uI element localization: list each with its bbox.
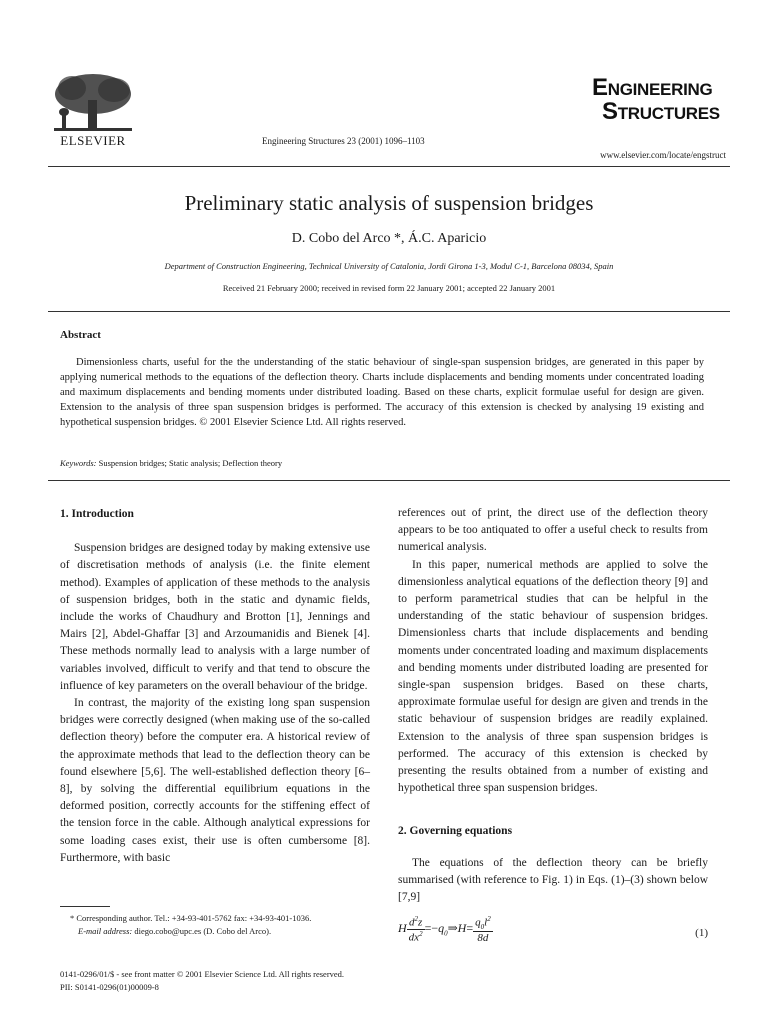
abstract-text: Dimensionless charts, useful for the the understanding of the static behaviour of single-span suspension bridges, are generated in this paper by applying numerical methods to the equations of the deflection theory. Charts include displacements and bending moments under concentrated loading and maximum displacements and bending moments under distributed loading. Based on these charts, explicit formulae useful for design are given. Extension to the analysis of three span suspension bridges is performed. The accuracy of this extension is checked by analysing 19 existing and hypothetical suspension bridges. © 2001 Elsevier Science Ltd. All rights reserved. — [60, 357, 704, 428]
right-paragraph-1: references out of print, the direct use of the deflection theory appears to be too antiquated to offer a useful check to results from numerical analysis. — [398, 507, 708, 554]
equation-number: (1) — [695, 927, 708, 939]
publisher-name: ELSEVIER — [60, 133, 126, 148]
author-affiliation: Department of Construction Engineering, Technical University of Catalonia, Jordi Girona 1-3, Modul C-1, Barcelona 08034, Spain — [164, 261, 614, 271]
abstract-heading: Abstract — [60, 329, 101, 341]
intro-paragraph-1: Suspension bridges are designed today by making extensive use of discretisation methods of analysis (i.e. the finite element method). Examples of application of these methods to the analysis of suspension bridges, both in the static and dynamic fields, include the works of Chaudhury and Brotton [1], Jennings and Mairs [2], Abdel-Ghaffar [3] and Arzoumanidis and Bienek [4]. These methods normally lead to analysis with a large number of variables involved, difficult to verify and that tend to obscure the influence of key parameters on the overall behaviour of the bridge. — [60, 542, 370, 692]
email-note: E-mail address: diego.cobo@upc.es (D. Cobo del Arco). — [78, 926, 272, 936]
article-authors: D. Cobo del Arco *, Á.C. Aparicio — [291, 231, 487, 246]
section-1-heading: 1. Introduction — [60, 508, 134, 520]
elsevier-tree-logo — [50, 70, 136, 136]
section-2-heading: 2. Governing equations — [398, 825, 513, 838]
footnote-divider — [60, 906, 110, 907]
right-paragraph-2: In this paper, numerical methods are applied to solve the dimensionless analytical equations of the deflection theory [9] and to perform parametrical studies that can be helpful in the understanding of the static behaviour of suspension bridges. Dimensionless charts that include displacements and bending moments under concentrated loading and maximum displacements and bending moments under distributed loading are presented for single-span suspension bridges. Based on these charts, approximate formulae useful for design are given and trends in the static behaviour of suspension bridges are readily explained. Extension to the analysis of three span suspension bridges is performed. The accuracy of this extension is checked by presenting the results obtained from a number of existing and hypothetical three span suspension bridges. — [398, 558, 708, 795]
header-divider — [48, 166, 730, 167]
equation-1: H $\frac{d^2z}{dx^2}$ $=-q_0\Rightarrow H=$ $\frac{q_0l^2}{8d}$ (1) — [398, 915, 708, 944]
keywords: Keywords: Suspension bridges; Static analysis; Deflection theory — [60, 458, 283, 468]
journal-url[interactable]: www.elsevier.com/locate/engstruct — [600, 150, 726, 160]
left-column — [60, 506, 370, 867]
footnote — [60, 912, 370, 938]
corresponding-author-note: * Corresponding author. Tel.: +34-93-401-5762 fax: +34-93-401-1036. — [70, 913, 312, 923]
right-paragraph-3: The equations of the deflection theory can be briefly summarised (with reference to Fig. 1) in Eqs. (1)–(3) shown below [7,9] — [398, 856, 708, 904]
journal-reference: Engineering Structures 23 (2001) 1096–1103 — [262, 136, 425, 146]
abstract-bottom-divider — [48, 480, 730, 481]
intro-paragraph-2: In contrast, the majority of the existing long span suspension bridges were correctly designed (when making use of the so-called deflection theory) before the computer era. A historical review of the approximate methods that lead to the deflection theory can be found elsewhere [5,6]. The well-established deflection theory [6–8], by solving the differential equilibrium equations in the deformed position, correctly accounts for the stiffening effect of the tension force in the cable. Although analytical expressions for some loading cases exist, their use is often cumbersome [8]. Furthermore, with basic — [60, 697, 370, 864]
article-title: Preliminary static analysis of suspension bridges — [184, 191, 594, 215]
right-column — [398, 505, 708, 906]
journal-logo: ENGINEERING STRUCTURES — [592, 74, 720, 125]
author-email[interactable]: diego.cobo@upc.es (D. Cobo del Arco). — [134, 926, 272, 936]
received-dates: Received 21 February 2000; received in revised form 22 January 2001; accepted 22 January 2001 — [222, 283, 556, 293]
abstract-top-divider — [48, 311, 730, 312]
front-matter-line: 0141-0296/01/$ - see front matter © 2001 Elsevier Science Ltd. All rights reserved. — [60, 969, 345, 979]
pii-line: PII: S0141-0296(01)00009-8 — [60, 982, 159, 992]
copyright-info — [60, 968, 344, 994]
